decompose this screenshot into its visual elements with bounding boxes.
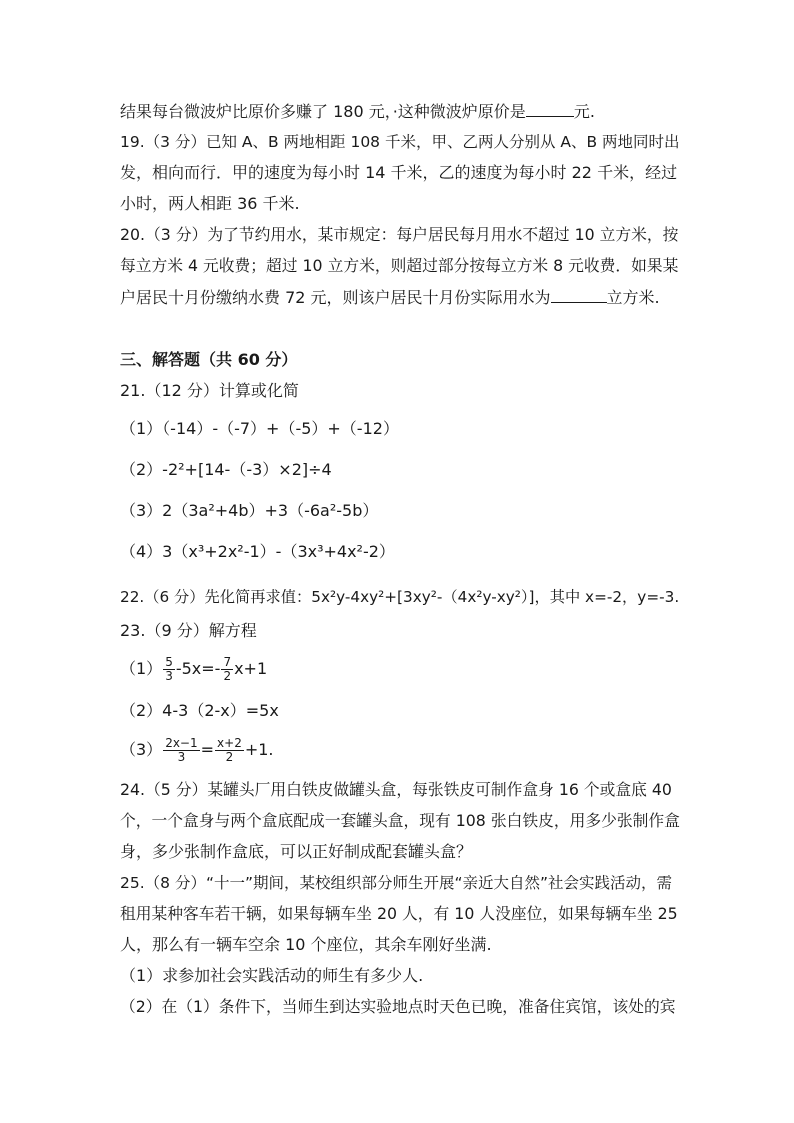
q21-title: 21.（12 分）计算或化简 bbox=[120, 381, 299, 400]
q21-part-1: （1）（-14）-（-7）+（-5）+（-12） bbox=[120, 419, 399, 438]
q23-title: 23.（9 分）解方程 bbox=[120, 621, 257, 640]
fraction: $\frac{5}{3}$ bbox=[165, 655, 173, 683]
q23-part-2: （2）4-3（2-x）=5x bbox=[120, 701, 279, 720]
q18-continuation: 结果每台微波炉比原价多赚了 180 元，·这种微波炉原价是 元. bbox=[120, 102, 595, 121]
answer-blank bbox=[526, 100, 574, 117]
q19-line-2: 发，相向而行．甲的速度为每小时 14 千米，乙的速度为每小时 22 千米，经过 bbox=[120, 163, 678, 182]
q24-line-3: 身，多少张制作盒底，可以正好制成配套罐头盒？ bbox=[120, 842, 473, 861]
q25-sub-2: （2）在（1）条件下，当师生到达实验地点时天色已晚，准备住宾馆，该处的宾 bbox=[120, 997, 676, 1016]
answer-blank bbox=[551, 286, 607, 303]
q25-line-1: 25.（8 分）“十一”期间，某校组织部分师生开展“亲近大自然”社会实践活动，需 bbox=[120, 874, 673, 892]
q20-line-2: 每立方米 4 元收费；超过 10 立方米，则超过部分按每立方米 8 元收费．如果某 bbox=[120, 256, 679, 275]
q20-line-3: 户居民十月份缴纳水费 72 元，则该户居民十月份实际用水为 立方米. bbox=[120, 288, 660, 307]
q20-line-1: 20.（3 分）为了节约用水，某市规定：每户居民每月用水不超过 10 立方米，按 bbox=[120, 225, 679, 244]
q25-sub-1: （1）求参加社会实践活动的师生有多少人. bbox=[120, 966, 424, 985]
q19-line-3: 小时，两人相距 36 千米. bbox=[120, 194, 300, 213]
section-heading: 三、解答题（共 60 分） bbox=[120, 350, 298, 369]
q24-line-2: 个，一个盒身与两个盒底配成一套罐头盒，现有 108 张白铁皮，用多少张制作盒 bbox=[120, 811, 680, 830]
q24-line-1: 24.（5 分）某罐头厂用白铁皮做罐头盒，每张铁皮可制作盒身 16 个或盒底 40 bbox=[120, 780, 672, 799]
q21-part-2: （2）-2²+[14-（-3）×2]÷4 bbox=[120, 460, 332, 479]
fraction: $\frac{x+2}{2}$ bbox=[217, 736, 242, 764]
q21-part-3: （3）2（3a²+4b）+3（-6a²-5b） bbox=[120, 501, 379, 520]
q23-part-1: （1） $\frac{5}{3}$ -5x=- $\frac{7}{2}$ x+1 bbox=[120, 655, 268, 683]
q21-part-4: （4）3（x³+2x²-1）-（3x³+4x²-2） bbox=[120, 542, 395, 561]
fraction: $\frac{2x-1}{3}$ bbox=[165, 736, 198, 764]
q25-line-2: 租用某种客车若干辆，如果每辆车坐 20 人，有 10 人没座位，如果每辆车坐 25 bbox=[120, 904, 678, 923]
q25-line-3: 人，那么有一辆车空余 10 个座位，其余车刚好坐满. bbox=[120, 935, 492, 954]
fraction: $\frac{7}{2}$ bbox=[223, 655, 232, 683]
q19-line-1: 19.（3 分）已知 A、B 两地相距 108 千米，甲、乙两人分别从 A、B 两地同时出 bbox=[120, 133, 680, 151]
q23-part-3: （3） $\frac{2x-1}{3}$ = $\frac{x+2}{2}$ +1. bbox=[120, 736, 274, 764]
q22: 22.（6 分）先化简再求值：5x²y-4xy²+[3xy²-（4x²y-xy²）]，其中 x=-2，y=-3. bbox=[120, 588, 680, 606]
